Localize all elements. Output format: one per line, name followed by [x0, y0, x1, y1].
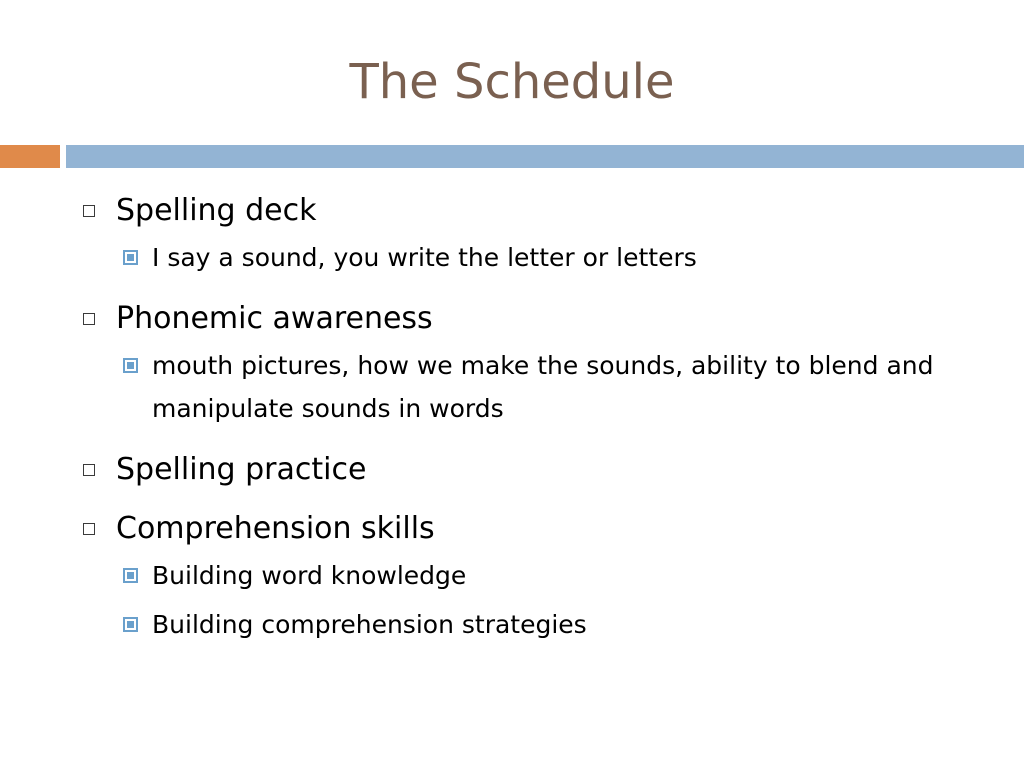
sub-bullet-text: Building comprehension strategies — [152, 610, 587, 639]
bullet-text: Comprehension skills — [116, 511, 435, 546]
hollow-square-bullet-icon — [83, 464, 95, 476]
bullet-item — [80, 451, 980, 489]
title-divider-bar — [66, 145, 1024, 168]
square-bullet-icon — [123, 617, 138, 632]
hollow-square-bullet-icon — [83, 205, 95, 217]
bullet-item — [80, 510, 980, 548]
bullet-text: Phonemic awareness — [116, 301, 433, 336]
sub-bullet-item — [80, 603, 980, 646]
bullet-item — [80, 300, 980, 338]
sub-bullet-item — [80, 344, 980, 430]
sub-bullet-text: I say a sound, you write the letter or letters — [152, 243, 697, 272]
bullet-item — [80, 192, 980, 230]
bullet-text: Spelling practice — [116, 452, 367, 487]
hollow-square-bullet-icon — [83, 313, 95, 325]
hollow-square-bullet-icon — [83, 523, 95, 535]
bullet-text: Spelling deck — [116, 193, 317, 228]
sub-bullet-text: Building word knowledge — [152, 561, 467, 590]
sub-bullet-item — [80, 236, 980, 279]
slide-title: The Schedule — [349, 54, 675, 110]
square-bullet-icon — [123, 358, 138, 373]
accent-bar — [0, 145, 60, 168]
square-bullet-icon — [123, 568, 138, 583]
sub-bullet-item — [80, 554, 980, 597]
square-bullet-icon — [123, 250, 138, 265]
sub-bullet-text: mouth pictures, how we make the sounds, ability to blend and manipulate sounds in words — [152, 351, 934, 423]
bullet-list — [80, 192, 980, 646]
